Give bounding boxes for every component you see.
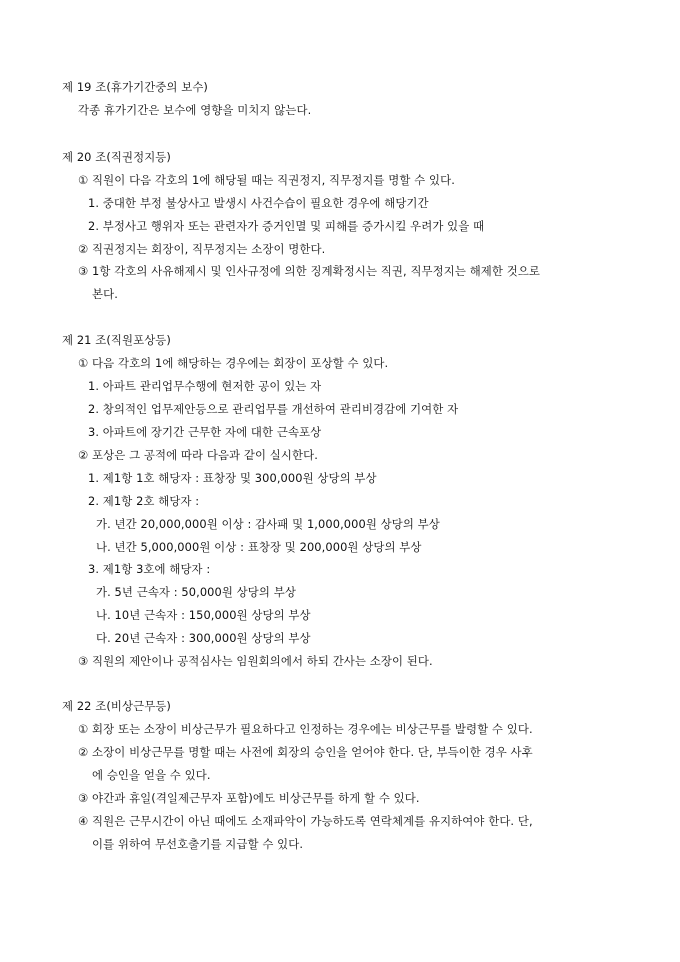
article-21-award-3: 3. 제1항 3호에 해당자 : [88,562,211,576]
article-21-para-2: ② 포상은 그 공적에 따라 다음과 같이 실시한다. [78,448,318,462]
article-21-para-3: ③ 직원의 제안이나 공적심사는 임원회의에서 하되 간사는 소장이 된다. [78,654,433,668]
article-21-award-3c: 다. 20년 근속자 : 300,000원 상당의 부상 [96,631,311,645]
article-22-heading: 제 22 조(비상근무등) [62,699,171,713]
article-20-heading: 제 20 조(직권정지등) [62,150,171,164]
article-22-para-4-cont: 이를 위하여 무선호출기를 지급할 수 있다. [92,837,304,851]
article-21-award-2b: 나. 년간 5,000,000원 이상 : 표창장 및 200,000원 상당의 부상 [96,540,422,554]
article-22-para-1: ① 회장 또는 소장이 비상근무가 필요하다고 인정하는 경우에는 비상근무를 발령할 수 있다. [78,722,533,736]
article-19-heading: 제 19 조(휴가기간중의 보수) [62,80,208,94]
article-21-item-1: 1. 아파트 관리업무수행에 현저한 공이 있는 자 [88,379,322,393]
article-20-para-3-cont: 본다. [92,287,118,301]
article-22-para-3: ③ 야간과 휴일(격일제근무자 포함)에도 비상근무를 하게 할 수 있다. [78,791,420,805]
article-20-para-1: ① 직원이 다음 각호의 1에 해당될 때는 직권정지, 직무정지를 명할 수 있다. [78,173,455,187]
article-20-item-2: 2. 부정사고 행위자 또는 관련자가 증거인멸 및 피해를 증가시킬 우려가 있을 때 [88,219,485,233]
article-21-item-2: 2. 창의적인 업무제안등으로 관리업무를 개선하여 관리비경감에 기여한 자 [88,402,459,416]
article-20-para-2: ② 직권정지는 회장이, 직무정지는 소장이 명한다. [78,242,326,256]
article-20-item-1: 1. 중대한 부정 불상사고 발생시 사건수습이 필요한 경우에 해당기간 [88,196,429,210]
article-22-para-4: ④ 직원은 근무시간이 아닌 때에도 소재파악이 가능하도록 연락체계를 유지하여야 한다. 단, [78,814,533,828]
article-22-para-2-cont: 에 승인을 얻을 수 있다. [92,768,211,782]
article-21-item-3: 3. 아파트에 장기간 근무한 자에 대한 근속포상 [88,425,322,439]
article-21-heading: 제 21 조(직원포상등) [62,333,171,347]
article-22-para-2: ② 소장이 비상근무를 명할 때는 사전에 회장의 승인을 얻어야 한다. 단, 부득이한 경우 사후 [78,745,533,759]
article-20-para-3: ③ 1항 각호의 사유해제시 및 인사규정에 의한 징계확정시는 직권, 직무정지는 해제한 것으로 [78,264,541,278]
article-21-award-3a: 가. 5년 근속자 : 50,000원 상당의 부상 [96,585,296,599]
article-21-award-2a: 가. 년간 20,000,000원 이상 : 감사패 및 1,000,000원 상당의 부상 [96,517,440,531]
article-19-text: 각종 휴가기간은 보수에 영향을 미치지 않는다. [78,103,312,117]
article-21-para-1: ① 다음 각호의 1에 해당하는 경우에는 회장이 포상할 수 있다. [78,356,389,370]
article-21-award-2: 2. 제1항 2호 해당자 : [88,494,200,508]
article-21-award-3b: 나. 10년 근속자 : 150,000원 상당의 부상 [96,608,311,622]
article-21-award-1: 1. 제1항 1호 해당자 : 표창장 및 300,000원 상당의 부상 [88,471,377,485]
